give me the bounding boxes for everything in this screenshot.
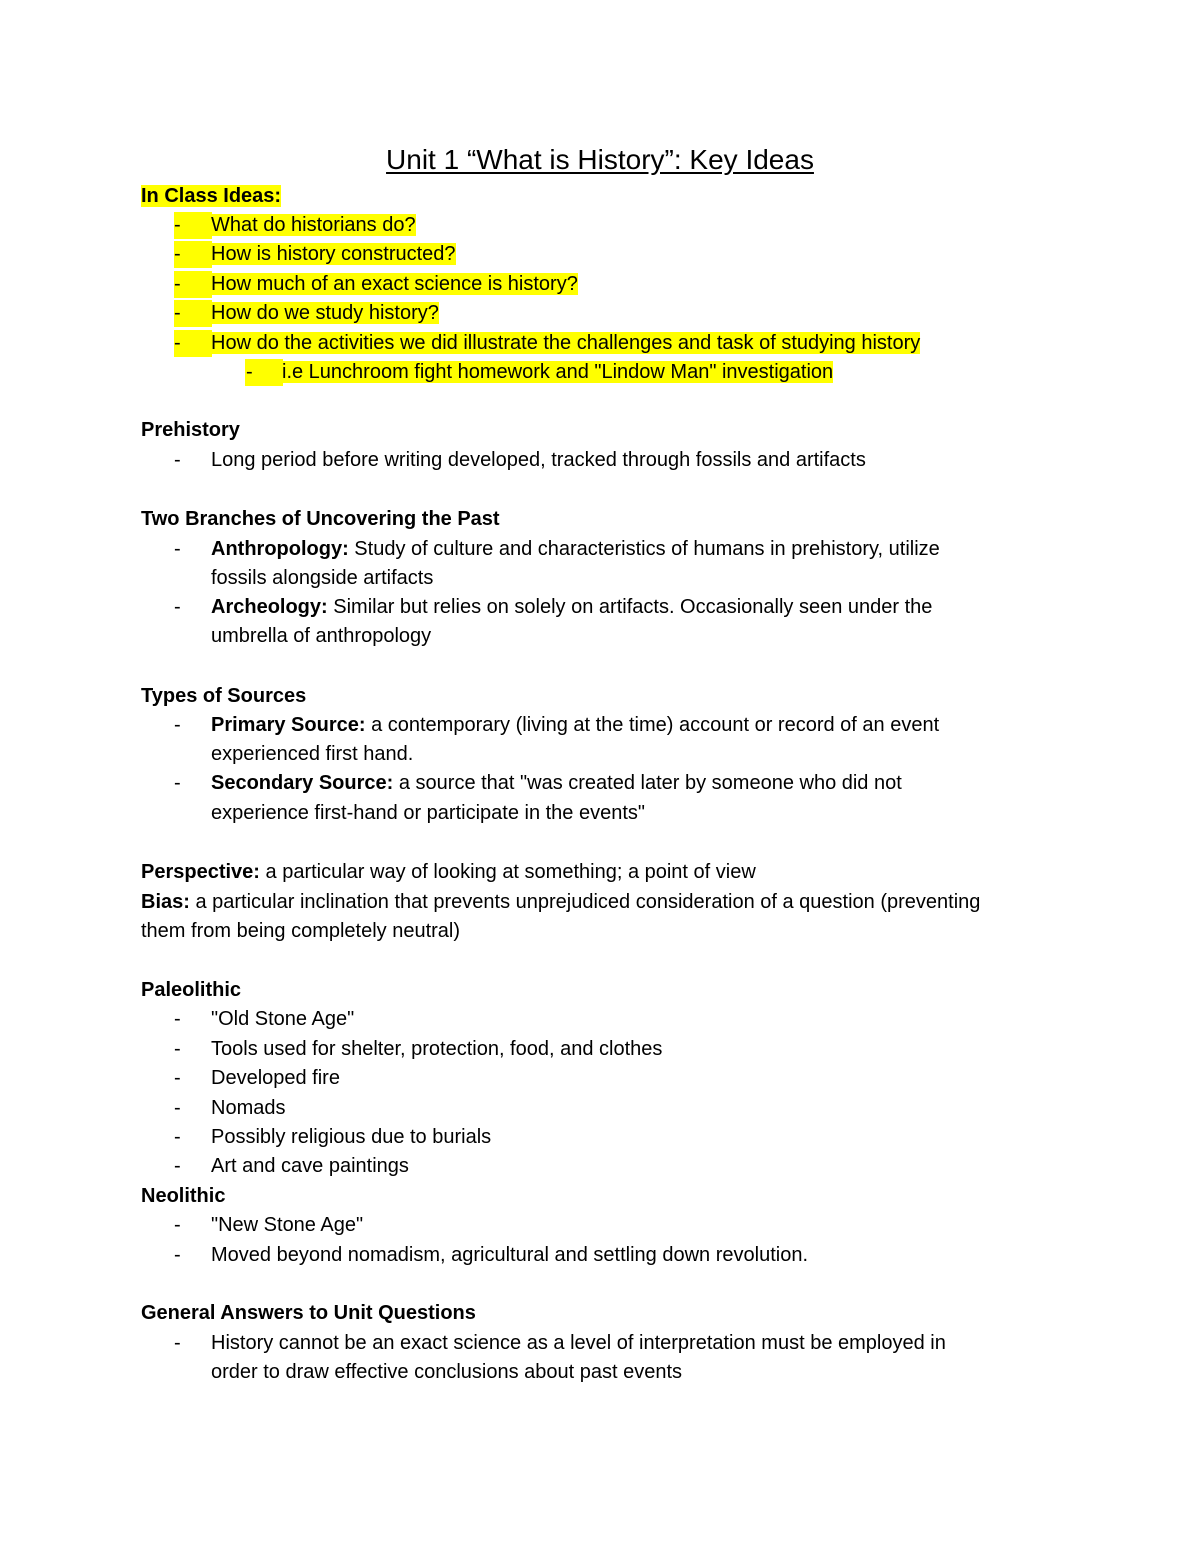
bias-definition: Bias: a particular inclination that prevents unprejudiced consideration of a question (preventing (141, 891, 981, 913)
prehistory-heading: Prehistory (141, 419, 240, 441)
branches-heading: Two Branches of Uncovering the Past (141, 508, 500, 530)
bias-continuation: them from being completely neutral) (141, 920, 461, 942)
document-page: Unit 1 “What is History”: Key Ideas In Class Ideas: - What do historians do? - How is history constructed? - How much of an exact science is history? - How do we study history? - How do the activities we did illustrate the challenges and task of studying history - i.e Lunchroom fight homework and "Lindow Man" investigation Prehistory - Long period before writing developed, tracked through fossils and artifacts Two Branches of Uncovering the Past - Anthropology: Study of culture and characteristics of humans in prehistory, utilize fossils alongside artifacts - Archeology: Similar but relies on solely on artifacts. Occasionally seen under the umbrella of anthropology Types of Sources - Primary Source: a contemporary (living at the time) account or record of an event experienced first hand. - Secondary Source: a source that "was created later by someone who did not experience first-hand or participate in the events" Perspective: a particular way of looking at something; a point of view Bias: a particular inclination that prevents unprejudiced consideration of a question (preventing them from being completely neutral) Paleolithic - "Old Stone Age" - Tools used for shelter, protection, food, and clothes - Developed fire - Nomads - Possibly religious due to burials - Art and cave paintings Neolithic - "New Stone Age" - Moved beyond nomadism, agricultural and settling down revolution. General Answers to Unit Questions - History cannot be an exact science as a level of interpretation must be employed in order to draw effective conclusions about past events (0, 0, 1200, 1553)
sources-heading: Types of Sources (141, 685, 307, 707)
paleolithic-heading: Paleolithic (141, 979, 242, 1001)
perspective-definition: Perspective: a particular way of looking at something; a point of view (141, 861, 756, 883)
general-heading: General Answers to Unit Questions (141, 1302, 476, 1324)
page-title: Unit 1 “What is History”: Key Ideas (386, 144, 814, 175)
neolithic-heading: Neolithic (141, 1185, 226, 1207)
in-class-heading: In Class Ideas: (141, 185, 282, 207)
